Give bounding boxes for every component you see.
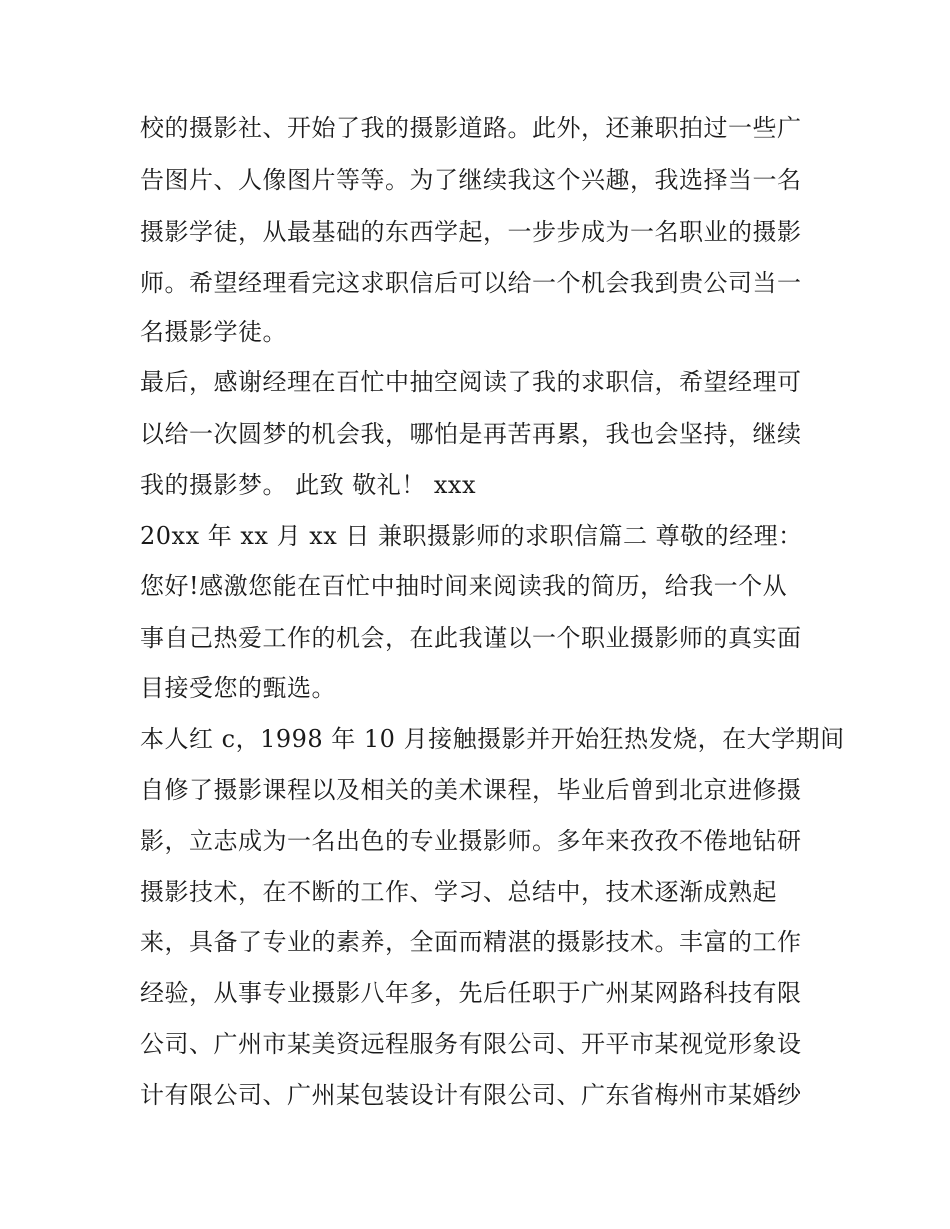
text-line: 名摄影学徒。 bbox=[140, 318, 287, 346]
text-line: 摄影技术，在不断的工作、学习、总结中，技术逐渐成熟起 bbox=[140, 878, 777, 906]
text-line: 目接受您的甄选。 bbox=[140, 674, 336, 702]
text-line: 以给一次圆梦的机会我，哪怕是再苦再累，我也会坚持，继续 bbox=[140, 420, 802, 448]
text-line: 计有限公司、广州某包装设计有限公司、广东省梅州市某婚纱 bbox=[140, 1081, 802, 1109]
text-line: 20xx 年 xx 月 xx 日 兼职摄影师的求职信篇二 尊敬的经理： bbox=[140, 522, 803, 550]
text-line: 事自己热爱工作的机会，在此我谨以一个职业摄影师的真实面 bbox=[140, 624, 802, 652]
text-line: 自修了摄影课程以及相关的美术课程，毕业后曾到北京进修摄 bbox=[140, 776, 802, 804]
text-line: 来，具备了专业的素养，全面而精湛的摄影技术。丰富的工作 bbox=[140, 928, 802, 956]
text-line: 校的摄影社、开始了我的摄影道路。此外，还兼职拍过一些广 bbox=[140, 114, 802, 142]
text-line: 影，立志成为一名出色的专业摄影师。多年来孜孜不倦地钻研 bbox=[140, 827, 802, 855]
text-line: 您好!感激您能在百忙中抽时间来阅读我的简历，给我一个从 bbox=[140, 572, 788, 600]
text-line: 摄影学徒，从最基础的东西学起，一步步成为一名职业的摄影 bbox=[140, 218, 802, 246]
text-line: 公司、广州市某美资远程服务有限公司、开平市某视觉形象设 bbox=[140, 1030, 802, 1058]
text-line: 告图片、人像图片等等。为了继续我这个兴趣，我选择当一名 bbox=[140, 166, 802, 194]
text-line: 师。希望经理看完这求职信后可以给一个机会我到贵公司当一 bbox=[140, 269, 802, 297]
text-line: 本人红 c，1998 年 10 月接触摄影并开始狂热发烧，在大学期间 bbox=[140, 725, 845, 753]
text-line: 我的摄影梦。 此致 敬礼！ xxx bbox=[140, 471, 476, 499]
text-line: 最后，感谢经理在百忙中抽空阅读了我的求职信，希望经理可 bbox=[140, 368, 802, 396]
text-line: 经验，从事专业摄影八年多，先后任职于广州某网路科技有限 bbox=[140, 979, 802, 1007]
